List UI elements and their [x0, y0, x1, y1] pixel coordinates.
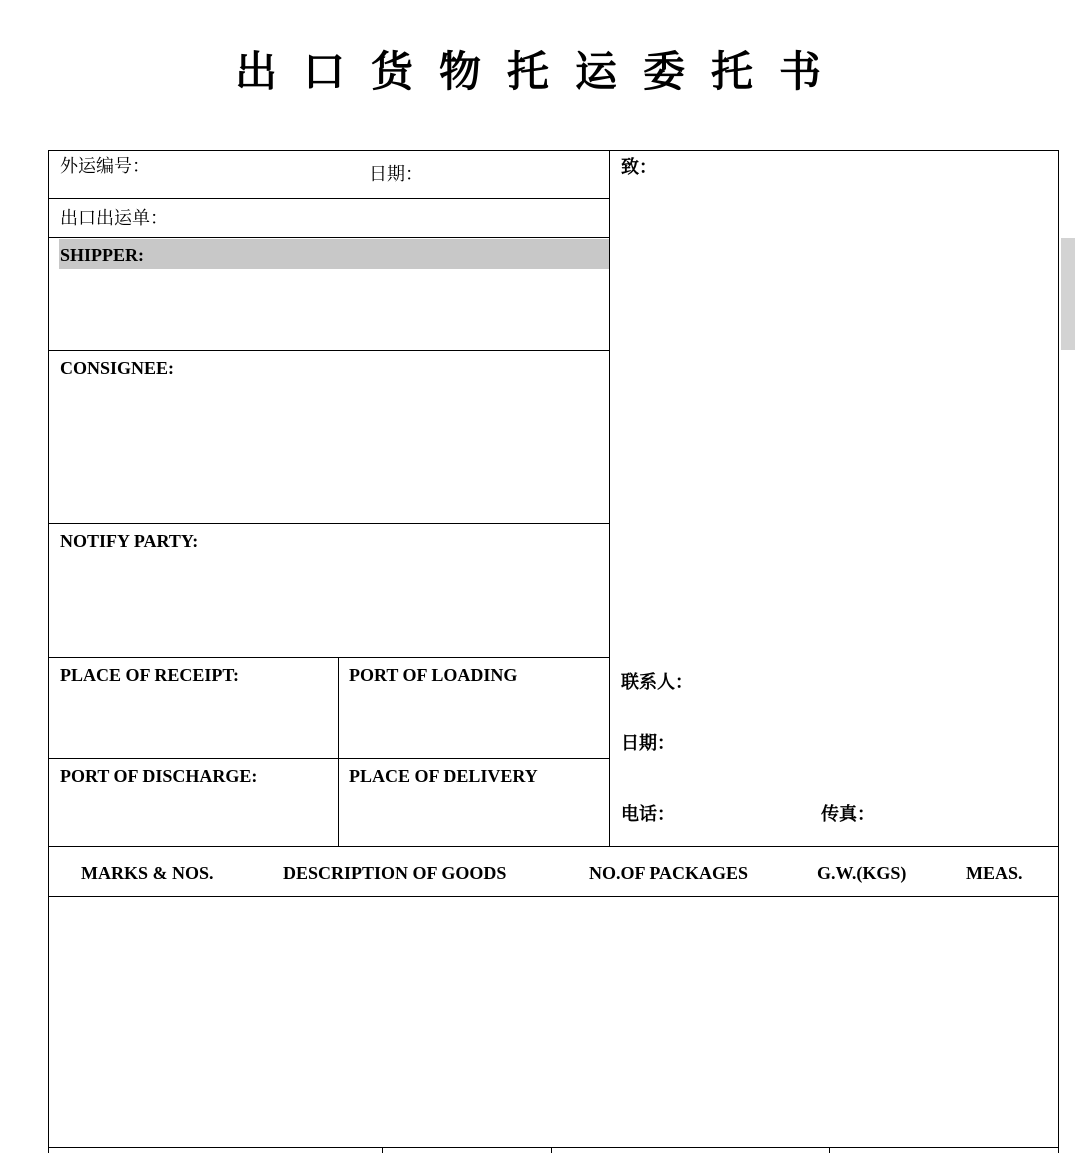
to-date-label: 日期：	[621, 733, 675, 754]
phone-label: 电话：	[621, 804, 675, 825]
port-of-discharge-label: PORT OF DISCHARGE:	[60, 766, 258, 786]
goods-table-body	[49, 897, 1058, 1147]
notify-party-label: NOTIFY PARTY:	[60, 531, 199, 551]
side-scroll-tab[interactable]	[1061, 238, 1075, 350]
contact-label: 联系人：	[621, 672, 693, 693]
place-of-delivery-label: PLACE OF DELIVERY	[349, 766, 538, 786]
document-title: 出口货物托运委托书	[234, 47, 847, 96]
column-packages: NO.OF PACKAGES	[589, 863, 749, 883]
port-of-loading-label: PORT OF LOADING	[349, 665, 518, 685]
to-label: 致：	[621, 157, 657, 178]
place-of-receipt-label: PLACE OF RECEIPT:	[60, 665, 240, 685]
fax-label: 传真：	[821, 804, 875, 825]
column-gross-weight: G.W.(KGS)	[817, 863, 907, 883]
export-bill-label: 出口出运单：	[60, 208, 168, 229]
column-marks: MARKS & NOS.	[81, 863, 214, 883]
column-measurement: MEAS.	[966, 863, 1023, 883]
ship-number-label: 外运编号：	[60, 156, 150, 177]
header-date-label: 日期：	[369, 164, 423, 185]
column-description: DESCRIPTION OF GOODS	[283, 863, 507, 883]
consignee-label: CONSIGNEE:	[60, 358, 175, 378]
shipper-label: SHIPPER:	[60, 245, 145, 265]
